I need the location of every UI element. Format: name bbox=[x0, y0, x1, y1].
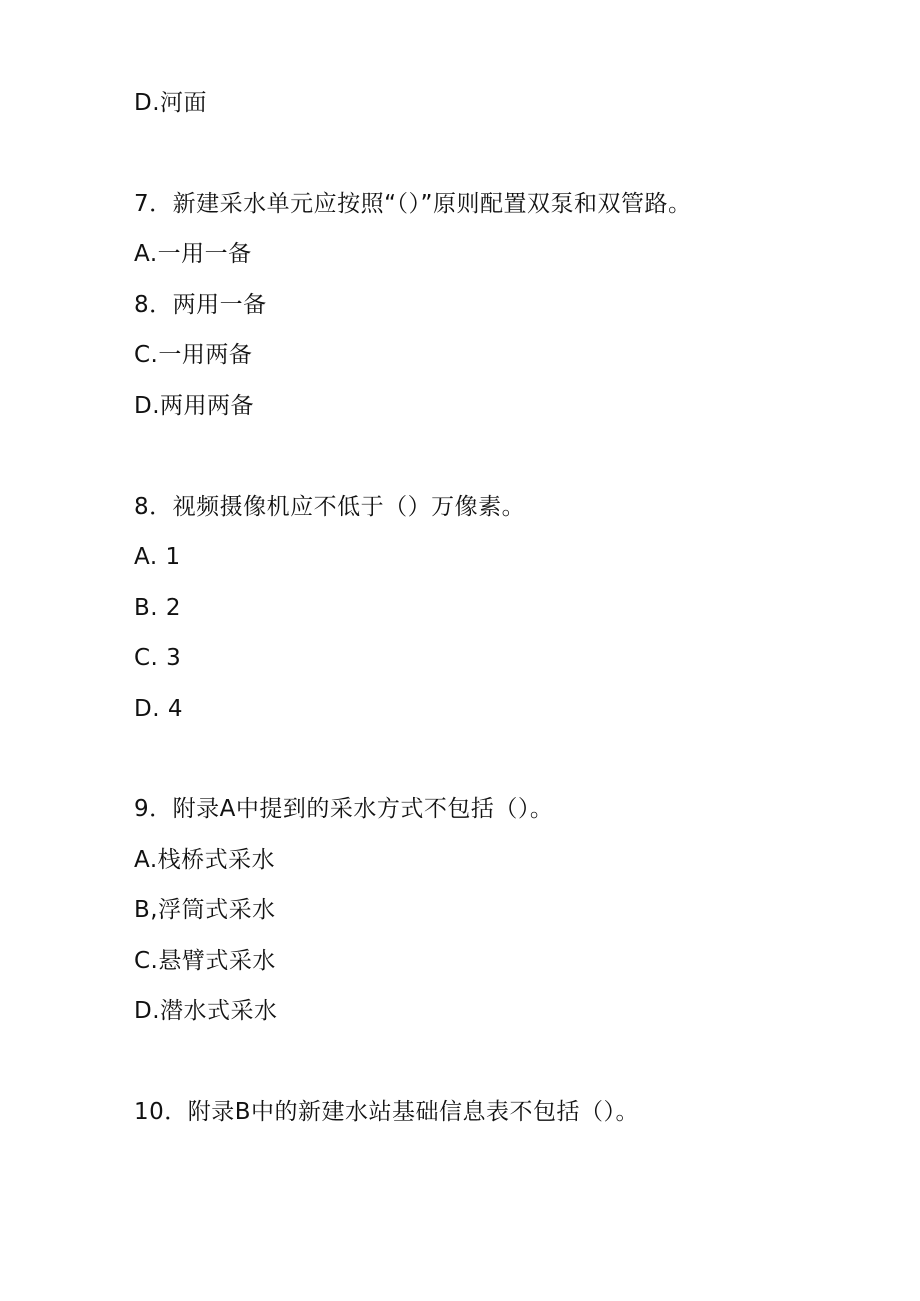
question-7: 7．新建采水单元应按照“（）”原则配置双泵和双管路。 bbox=[134, 191, 692, 217]
question-9: 9．附录A中提到的采水方式不包括（）。 bbox=[134, 796, 554, 822]
option-d-q9: D.潜水式采水 bbox=[134, 998, 278, 1024]
option-b-q7: 8．两用一备 bbox=[134, 292, 267, 318]
option-a-q9: A.栈桥式采水 bbox=[134, 847, 276, 873]
option-a-q7: A.一用一备 bbox=[134, 241, 252, 267]
option-c-q8: C. 3 bbox=[134, 645, 182, 671]
option-a-q8: A. 1 bbox=[134, 544, 181, 570]
question-8: 8．视频摄像机应不低于（）万像素。 bbox=[134, 494, 526, 520]
option-d-q6: D.河面 bbox=[134, 90, 208, 116]
option-b-q9: B,浮筒式采水 bbox=[134, 897, 276, 923]
option-c-q7: C.一用两备 bbox=[134, 342, 253, 368]
question-10: 10．附录B中的新建水站基础信息表不包括（）。 bbox=[134, 1099, 640, 1125]
option-d-q8: D. 4 bbox=[134, 696, 183, 722]
option-c-q9: C.悬臂式采水 bbox=[134, 948, 276, 974]
option-b-q8: B. 2 bbox=[134, 595, 182, 621]
option-d-q7: D.两用两备 bbox=[134, 393, 255, 419]
